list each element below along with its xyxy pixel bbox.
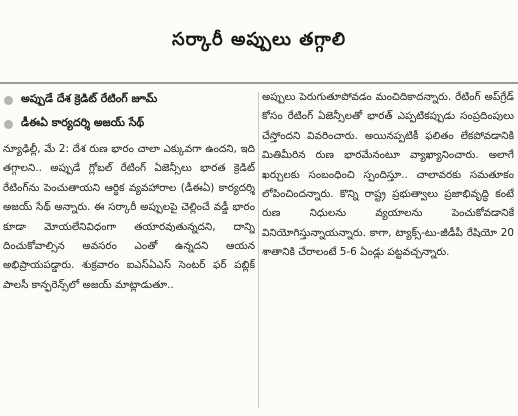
headline-rule xyxy=(0,82,518,84)
column-left xyxy=(3,88,255,414)
bullet-icon xyxy=(4,96,13,105)
subhead-2-text: డీఈఏ కార్యదర్శి అజయ్ సేథ్ xyxy=(21,116,145,129)
subhead-1-text: అప్పుడే దేశ క్రెడిట్ రేటింగ్ జూమ్ xyxy=(21,92,158,105)
headline: సర్కారీ అప్పులు తగ్గాలి xyxy=(171,29,347,50)
body-right-text: అప్పులు పెరుగుతూపోవడం మంచిదికాదన్నారు. రేటింగ్ అప్‌గ్రేడ్ కోసం రేటింగ్ ఏజెన్సీలతో భారత్ ఎప్పటికప్పుడు సంప్రదింపులు చేస్తోందని వివరించారు. అయినప్పటికీ ఫలితం లేకపోవడానికి మితిమీరిన రుణ భారమేనంటూ వ్యాఖ్యానించారు. అలాగే ఖర్చులకు సంబంధించి స్పందిస్తూ.. చాలావరకు సమతూకం లోపించిందన్నారు. కొన్ని రాష్ట్ర ప్రభుత్వాలు ప్రజాభివృద్ధి కంటే రుణ నిధులను వ్యయాలను పెంచుకోవడానికే వినియోగిస్తున్నాయన్నారు. కాగా, ట్యాక్స్-టు-జీడీపీ రేషియో 20 శాతానికి చేరాలంటే 5-6 ఏండ్లు పట్టవచ్చన్నారు. xyxy=(262,91,514,259)
subhead-1 xyxy=(3,88,255,112)
subhead-2 xyxy=(3,112,255,136)
column-right xyxy=(262,88,514,414)
bullet-icon xyxy=(4,120,13,129)
body-left-text: న్యూఢిల్లీ, మే 2: దేశ రుణ భారం చాలా ఎక్కువగా ఉందని, ఇది తగ్గాలని.. అప్పుడే గ్లోబల్ రేటింగ్ ఏజెన్సీలు భారత క్రెడిట్ రేటింగ్‌ను పెంచుతాయని ఆర్థిక వ్యవహారాల (డీఈఏ) కార్యదర్శి అజయ్ సేథ్ అన్నారు. ఈ సర్కారీ అప్పులపై చెల్లించే వడ్డీ భారం కూడా మోయలేనివిధంగా తయారవుతున్నదని, దాన్ని దించుకోవాల్సిన అవసరం ఎంతో ఉన్నదని ఆయన అభిప్రాయపడ్డారు. శుక్రవారం ఐఎస్‌ఏఎస్ సెంటర్ ఫర్ పబ్లిక్ పాలసీ కాన్ఫరెన్స్‌లో అజయ్ మాట్లాడుతూ.. xyxy=(3,143,255,291)
column-divider xyxy=(258,92,259,408)
